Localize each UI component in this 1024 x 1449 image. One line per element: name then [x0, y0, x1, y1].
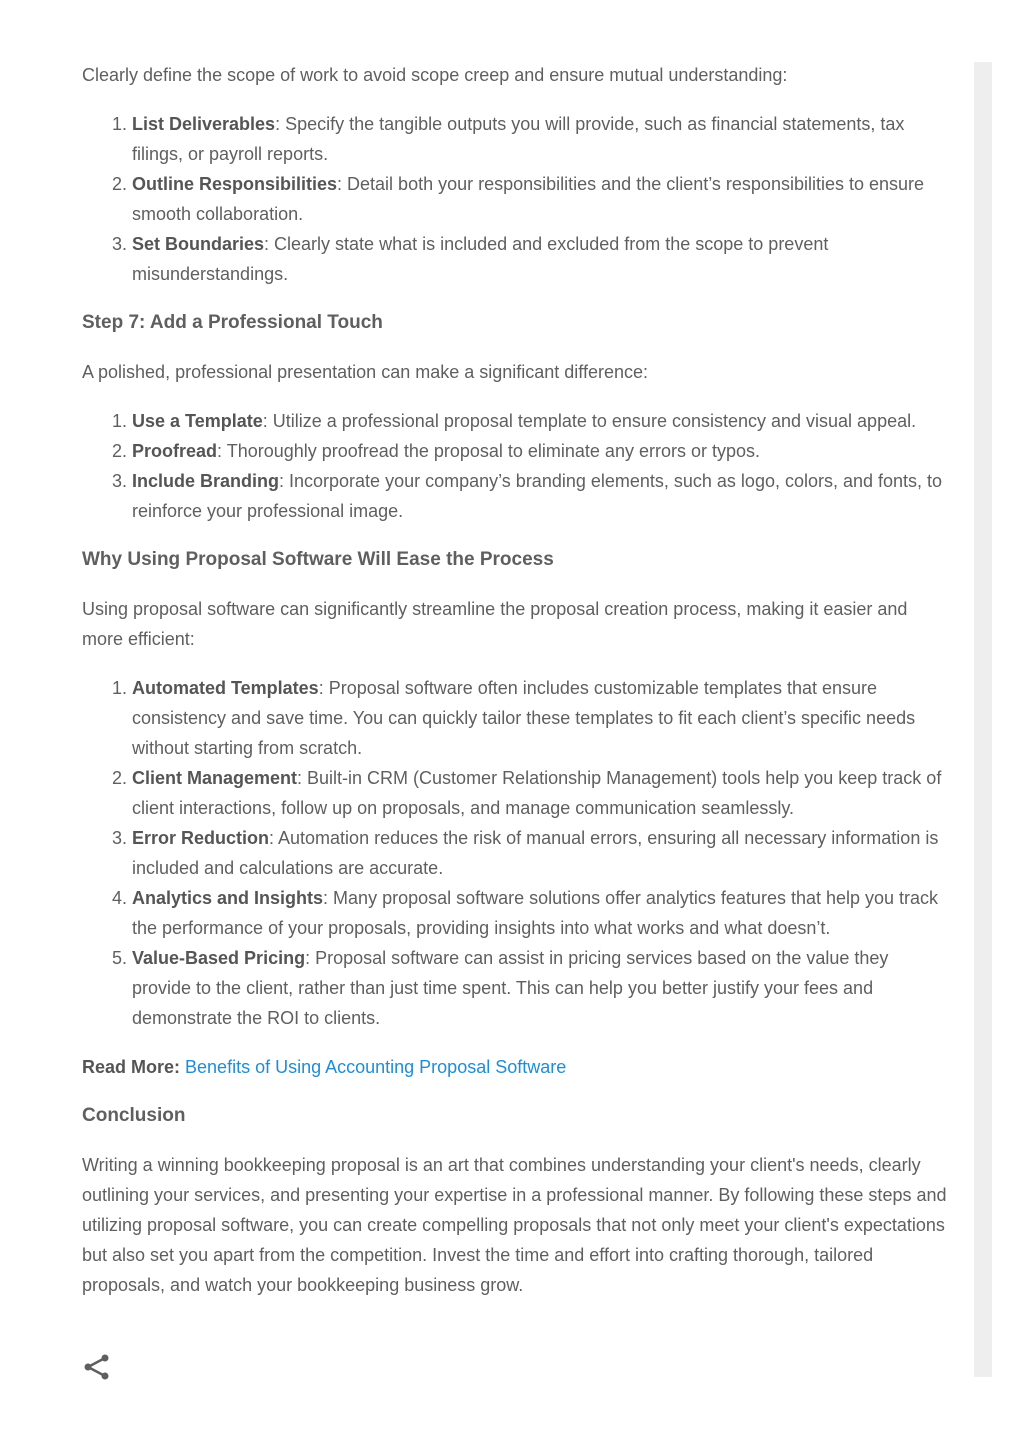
list-item: [132, 823, 952, 883]
list-item-text: : Detail both your responsibilities and the client’s responsibilities to ensure smooth collaboration.: [132, 174, 925, 224]
scope-intro: Clearly define the scope of work to avoid scope creep and ensure mutual understanding:: [82, 65, 788, 85]
list-item: [132, 109, 952, 169]
read-more-link[interactable]: Benefits of Using Accounting Proposal Software: [185, 1057, 567, 1077]
step7-list: [82, 406, 952, 526]
list-item: [132, 169, 952, 229]
scope-list: [82, 109, 952, 289]
list-item-title: Include Branding: [132, 471, 280, 491]
list-item-title: Automated Templates: [132, 678, 319, 698]
article-content: [82, 60, 952, 1319]
read-more-label: Read More:: [82, 1057, 181, 1077]
step7-intro: A polished, professional presentation can make a significant difference:: [82, 362, 649, 382]
list-item-title: Proofread: [132, 441, 218, 461]
list-item-text: : Proposal software can assist in pricing services based on the value they provide to the client, rather than just time spent. This can help you better justify your fees and demonstrate the ROI to clients.: [132, 948, 889, 1028]
conclusion-text: Writing a winning bookkeeping proposal is an art that combines understanding your client's needs, clearly outlining your services, and presenting your expertise in a professional manner. By following these steps and utilizing proposal software, you can create compelling proposals that not only meet your client's expectations but also set you apart from the competition. Invest the time and effort into crafting thorough, tailored proposals, and watch your bookkeeping business grow.: [82, 1155, 947, 1295]
conclusion-heading: Conclusion: [82, 1105, 186, 1126]
share-icon[interactable]: [83, 1354, 111, 1380]
list-item: [132, 406, 952, 436]
list-item: [132, 229, 952, 289]
list-item-title: Set Boundaries: [132, 234, 265, 254]
list-item-title: Analytics and Insights: [132, 888, 324, 908]
list-item-text: : Built-in CRM (Customer Relationship Management) tools help you keep track of client interactions, follow up on proposals, and manage communication seamlessly.: [132, 768, 942, 818]
list-item: [132, 763, 952, 823]
list-item: [132, 466, 952, 526]
list-item: [132, 943, 952, 1033]
list-item-text: : Thoroughly proofread the proposal to eliminate any errors or typos.: [217, 441, 760, 461]
list-item-title: Error Reduction: [132, 828, 270, 848]
list-item-title: Client Management: [132, 768, 298, 788]
list-item-title: List Deliverables: [132, 114, 276, 134]
software-intro: Using proposal software can significantly streamline the proposal creation process, making it easier and more efficient:: [82, 599, 908, 649]
software-list: [82, 673, 952, 1033]
scrollbar[interactable]: [974, 62, 992, 1377]
list-item: [132, 883, 952, 943]
list-item-text: : Proposal software often includes customizable templates that ensure consistency and save time. You can quickly tailor these templates to fit each client’s specific needs without starting from scratch.: [132, 678, 916, 758]
list-item-title: Outline Responsibilities: [132, 174, 338, 194]
list-item: [132, 673, 952, 763]
list-item-text: : Clearly state what is included and excluded from the scope to prevent misunderstandings.: [132, 234, 829, 284]
read-more: [82, 1052, 952, 1082]
list-item-text: : Specify the tangible outputs you will provide, such as financial statements, tax filings, or payroll reports.: [132, 114, 905, 164]
list-item-text: : Automation reduces the risk of manual errors, ensuring all necessary information is included and calculations are accurate.: [132, 828, 939, 878]
list-item-title: Use a Template: [132, 411, 263, 431]
list-item-text: : Many proposal software solutions offer analytics features that help you track the performance of your proposals, providing insights into what works and what doesn’t.: [132, 888, 939, 938]
list-item-text: : Incorporate your company’s branding elements, such as logo, colors, and fonts, to reinforce your professional image.: [132, 471, 943, 521]
software-heading: Why Using Proposal Software Will Ease the Process: [82, 549, 554, 570]
list-item: [132, 436, 952, 466]
list-item-text: : Utilize a professional proposal template to ensure consistency and visual appeal.: [262, 411, 917, 431]
list-item-title: Value-Based Pricing: [132, 948, 306, 968]
step7-heading: Step 7: Add a Professional Touch: [82, 312, 383, 333]
